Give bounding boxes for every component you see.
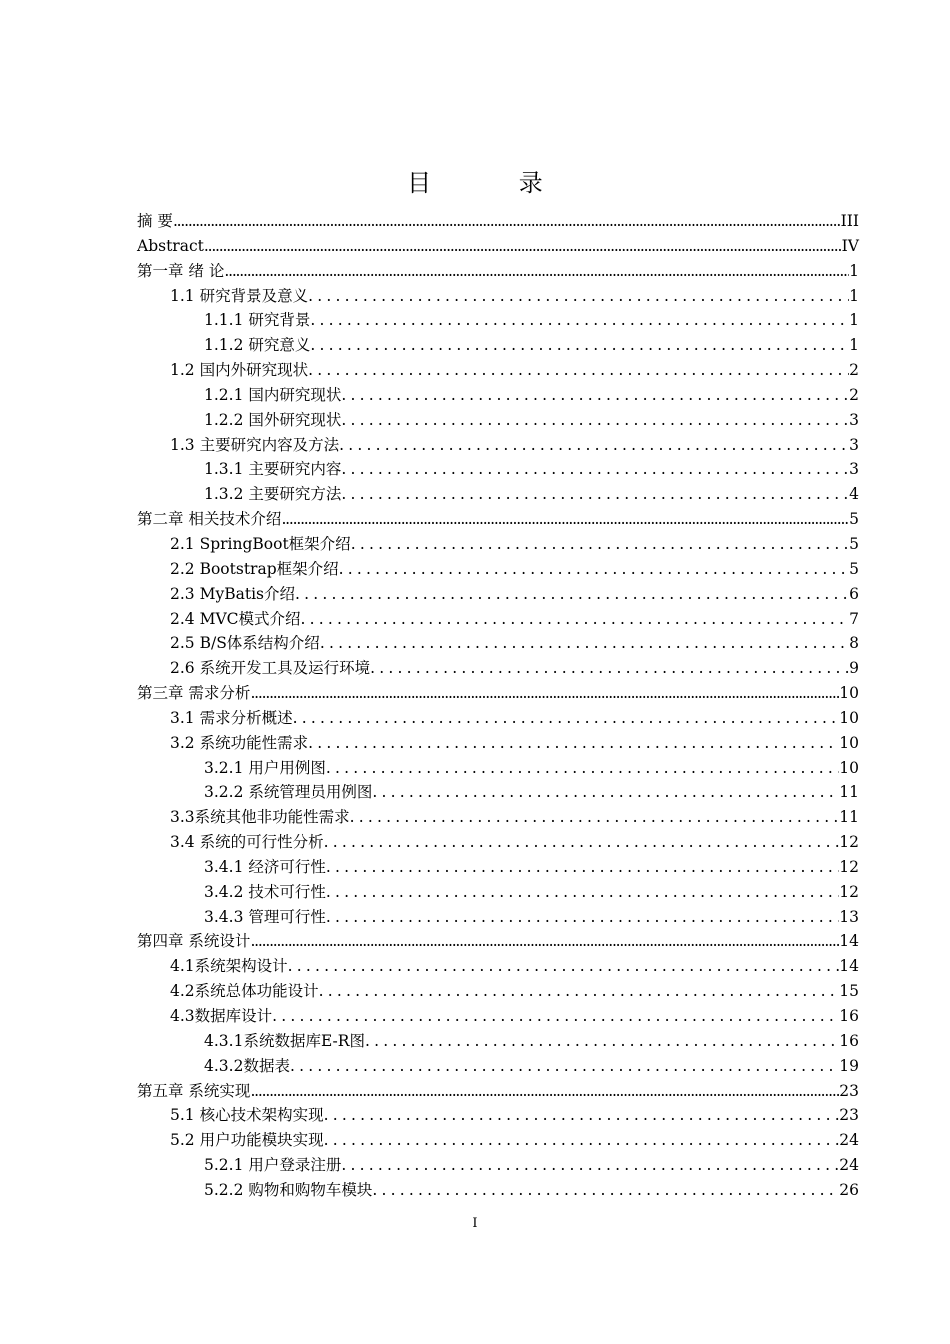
- toc-entry-page: 1: [849, 286, 859, 305]
- toc-entry-label: 2.4 MVC模式介绍: [170, 609, 301, 628]
- toc-entry-page: 26: [839, 1180, 859, 1199]
- toc-entry[interactable]: [137, 284, 859, 309]
- toc-entry-label: 3.4.3 管理可行性: [204, 907, 326, 926]
- toc-entry[interactable]: [137, 780, 859, 805]
- toc-entry-page: 3: [849, 435, 859, 454]
- toc-dot-leader: [308, 731, 839, 756]
- toc-entry[interactable]: [137, 631, 859, 656]
- page-number: I: [472, 1216, 478, 1231]
- toc-entry-page: 9: [849, 659, 859, 678]
- toc-entry-page: 3: [849, 460, 859, 479]
- toc-dot-leader: [224, 259, 849, 284]
- toc-entry-label: 1.2 国内外研究现状: [170, 361, 309, 380]
- toc-entry[interactable]: [137, 433, 859, 458]
- toc-entry[interactable]: [137, 557, 859, 582]
- toc-entry-label: 4.3.2数据表: [204, 1056, 290, 1075]
- toc-dot-leader: [250, 681, 839, 706]
- toc-entry-page: 23: [839, 1106, 859, 1125]
- toc-entry-label: 1.2.2 国外研究现状: [204, 410, 342, 429]
- toc-dot-leader: [372, 780, 839, 805]
- toc-entry-label: 4.3数据库设计: [170, 1007, 273, 1025]
- toc-entry-label: 3.4.1 经济可行性: [204, 857, 326, 876]
- toc-dot-leader: [341, 408, 849, 433]
- toc-dot-leader: [341, 1153, 839, 1178]
- toc-dot-leader: [339, 433, 849, 458]
- table-of-contents: [137, 209, 859, 1203]
- toc-dot-leader: [324, 1128, 840, 1153]
- toc-entry[interactable]: [137, 706, 859, 731]
- toc-entry-label: 第一章 绪 论: [137, 261, 225, 280]
- toc-entry[interactable]: [137, 383, 859, 408]
- toc-entry[interactable]: [137, 880, 859, 905]
- toc-entry[interactable]: [137, 457, 859, 482]
- toc-dot-leader: [341, 482, 849, 507]
- toc-entry-page: 2: [849, 385, 859, 404]
- toc-dot-leader: [326, 756, 839, 781]
- toc-entry[interactable]: [137, 308, 859, 333]
- toc-dot-leader: [326, 855, 839, 880]
- toc-entry-label: 1.1 研究背景及意义: [170, 286, 309, 305]
- toc-entry-page: 5: [849, 559, 859, 578]
- toc-entry-label: 3.1 需求分析概述: [170, 708, 293, 727]
- toc-entry-page: 1: [849, 261, 859, 280]
- toc-entry-label: 摘 要: [137, 212, 173, 230]
- toc-entry-label: 5.2.1 用户登录注册: [204, 1156, 342, 1175]
- toc-entry-page: 15: [839, 982, 859, 1001]
- toc-entry-label: 4.2系统总体功能设计: [170, 982, 319, 1001]
- toc-dot-leader: [293, 706, 840, 731]
- toc-entry-label: 1.1.1 研究背景: [204, 311, 311, 330]
- toc-entry[interactable]: [137, 358, 859, 383]
- toc-entry-label: 3.4 系统的可行性分析: [170, 833, 324, 852]
- toc-entry-page: 10: [839, 708, 859, 727]
- toc-entry-label: 1.2.1 国内研究现状: [204, 385, 342, 404]
- toc-entry-page: 23: [839, 1081, 859, 1100]
- toc-entry-page: 13: [839, 907, 859, 926]
- toc-dot-leader: [308, 358, 849, 383]
- toc-dot-leader: [324, 1103, 840, 1128]
- toc-entry-label: 1.1.2 研究意义: [204, 336, 311, 355]
- toc-entry[interactable]: [137, 805, 859, 830]
- toc-dot-leader: [341, 457, 849, 482]
- toc-entry-page: 12: [839, 882, 859, 901]
- toc-entry-page: 8: [849, 634, 859, 653]
- toc-entry-label: 第四章 系统设计: [137, 932, 251, 951]
- toc-entry-label: 2.1 SpringBoot框架介绍: [170, 534, 351, 553]
- toc-entry-label: 3.2.2 系统管理员用例图: [204, 783, 373, 802]
- toc-entry-page: 19: [839, 1056, 859, 1075]
- toc-entry-label: 5.2 用户功能模块实现: [170, 1131, 324, 1150]
- toc-entry[interactable]: [137, 855, 859, 880]
- toc-entry-label: 3.4.2 技术可行性: [204, 882, 326, 901]
- toc-entry[interactable]: [137, 1029, 859, 1054]
- toc-entry-label: Abstract: [137, 236, 204, 255]
- toc-entry-page: 14: [839, 932, 859, 951]
- toc-dot-leader: [326, 905, 839, 930]
- toc-entry[interactable]: [137, 954, 859, 979]
- toc-dot-leader: [339, 557, 850, 582]
- toc-entry-label: 3.3系统其他非功能性需求: [170, 808, 350, 827]
- toc-dot-leader: [372, 1178, 839, 1203]
- toc-entry-label: 3.2 系统功能性需求: [170, 733, 309, 752]
- toc-entry-page: 10: [839, 733, 859, 752]
- toc-dot-leader: [290, 1054, 839, 1079]
- toc-entry[interactable]: [137, 507, 859, 532]
- toc-entry-page: 1: [849, 336, 859, 355]
- toc-entry[interactable]: [137, 482, 859, 507]
- toc-entry[interactable]: [137, 333, 859, 358]
- toc-entry-label: 第五章 系统实现: [137, 1081, 251, 1100]
- toc-dot-leader: [250, 1079, 839, 1104]
- toc-dot-leader: [204, 234, 842, 259]
- toc-entry-page: 16: [839, 1007, 859, 1025]
- toc-entry[interactable]: [137, 929, 859, 954]
- toc-entry-label: 1.3 主要研究内容及方法: [170, 435, 340, 454]
- toc-entry[interactable]: [137, 830, 859, 855]
- toc-dot-leader: [319, 979, 840, 1004]
- toc-entry-page: 3: [849, 410, 859, 429]
- toc-entry-label: 第三章 需求分析: [137, 684, 251, 703]
- toc-entry-page: 24: [839, 1156, 859, 1175]
- toc-entry[interactable]: [137, 1128, 859, 1153]
- toc-entry[interactable]: [137, 1178, 859, 1203]
- toc-dot-leader: [310, 333, 849, 358]
- toc-dot-leader: [350, 805, 840, 830]
- toc-entry-label: 2.2 Bootstrap框架介绍: [170, 559, 339, 578]
- toc-entry[interactable]: [137, 1103, 859, 1128]
- toc-entry-label: 4.1系统架构设计: [170, 957, 288, 976]
- toc-entry-page: III: [840, 212, 859, 230]
- toc-entry-page: 5: [849, 534, 859, 553]
- toc-entry[interactable]: [137, 607, 859, 632]
- toc-entry-label: 2.3 MyBatis介绍: [170, 584, 295, 603]
- toc-entry-label: 5.2.2 购物和购物车模块: [204, 1180, 373, 1199]
- toc-entry[interactable]: [137, 532, 859, 557]
- toc-entry-page: 1: [849, 311, 859, 330]
- toc-entry[interactable]: [137, 209, 859, 234]
- toc-entry-label: 第二章 相关技术介绍: [137, 510, 282, 529]
- toc-entry-page: 12: [839, 833, 859, 852]
- toc-dot-leader: [281, 507, 849, 532]
- toc-entry-page: 14: [839, 957, 859, 976]
- toc-entry-label: 2.5 B/S体系结构介绍: [170, 634, 320, 653]
- toc-dot-leader: [324, 830, 840, 855]
- toc-dot-leader: [351, 532, 849, 557]
- toc-entry-label: 1.3.1 主要研究内容: [204, 460, 342, 479]
- toc-title: 目 录: [407, 169, 583, 197]
- toc-entry-page: 10: [839, 758, 859, 777]
- toc-dot-leader: [250, 929, 839, 954]
- toc-dot-leader: [326, 880, 839, 905]
- toc-entry-page: 6: [849, 584, 859, 603]
- toc-entry[interactable]: [137, 731, 859, 756]
- toc-entry-page: 16: [839, 1031, 859, 1050]
- toc-entry[interactable]: [137, 656, 859, 681]
- toc-entry-page: 12: [839, 857, 859, 876]
- toc-dot-leader: [301, 607, 850, 632]
- toc-dot-leader: [295, 582, 849, 607]
- toc-entry-page: 7: [849, 609, 859, 628]
- toc-entry-label: 2.6 系统开发工具及运行环境: [170, 659, 371, 678]
- toc-dot-leader: [308, 284, 849, 309]
- toc-entry[interactable]: [137, 756, 859, 781]
- toc-entry-label: 5.1 核心技术架构实现: [170, 1106, 324, 1125]
- toc-entry-page: 4: [849, 485, 859, 504]
- toc-entry[interactable]: [137, 1153, 859, 1178]
- toc-entry[interactable]: [137, 259, 859, 284]
- toc-dot-leader: [272, 1004, 839, 1029]
- toc-dot-leader: [310, 308, 849, 333]
- toc-entry-page: 11: [839, 783, 859, 802]
- toc-entry-page: 11: [839, 808, 859, 827]
- toc-entry[interactable]: [137, 1004, 859, 1029]
- toc-dot-leader: [320, 631, 849, 656]
- toc-entry-page: 5: [849, 510, 859, 529]
- toc-entry-label: 4.3.1系统数据库E-R图: [204, 1031, 365, 1050]
- toc-entry[interactable]: [137, 582, 859, 607]
- toc-entry-page: 10: [839, 684, 859, 703]
- toc-dot-leader: [370, 656, 849, 681]
- toc-entry[interactable]: [137, 234, 859, 259]
- toc-dot-leader: [288, 954, 840, 979]
- toc-entry[interactable]: [137, 408, 859, 433]
- toc-entry-page: 2: [849, 361, 859, 380]
- toc-entry-page: 24: [839, 1131, 859, 1150]
- toc-entry[interactable]: [137, 905, 859, 930]
- toc-entry-label: 3.2.1 用户用例图: [204, 758, 326, 777]
- toc-dot-leader: [173, 209, 841, 234]
- toc-entry-page: IV: [841, 236, 859, 255]
- toc-dot-leader: [365, 1029, 839, 1054]
- toc-entry[interactable]: [137, 681, 859, 706]
- toc-entry[interactable]: [137, 1054, 859, 1079]
- toc-entry-label: 1.3.2 主要研究方法: [204, 485, 342, 504]
- toc-entry[interactable]: [137, 979, 859, 1004]
- toc-dot-leader: [341, 383, 849, 408]
- toc-entry[interactable]: [137, 1079, 859, 1104]
